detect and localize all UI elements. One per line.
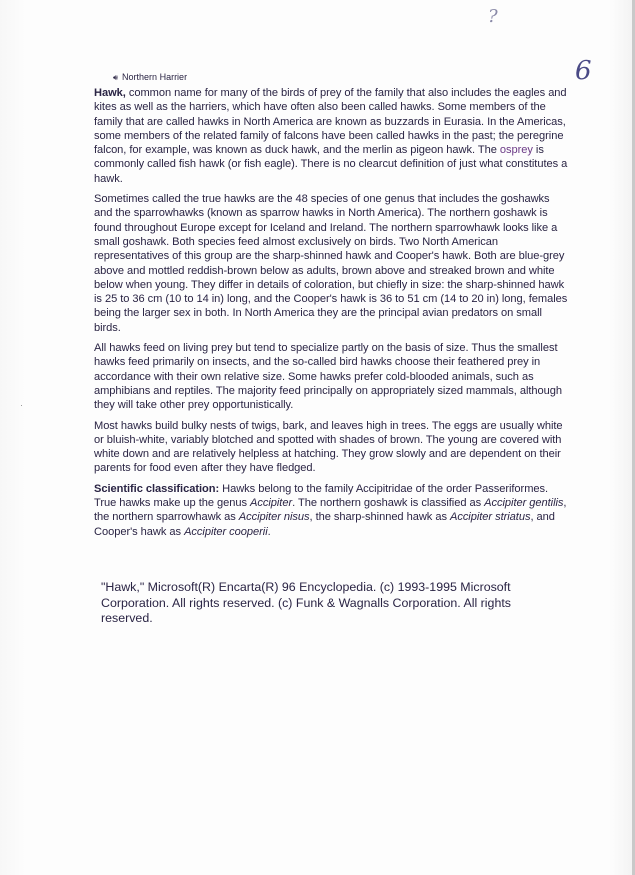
handwritten-page-number: 6 (575, 56, 592, 86)
scan-speck: · (20, 400, 23, 410)
paragraph-text: common name for many of the birds of prey of the family that also includes the eagles and kites as well as the harriers, which have often also been called hawks. Some members of the family that are called hawks in North America are known as buzzards in Eurasia. In the Americas, some members of the related family of falcons have been called hawks in the past; the peregrine falcon, for example, was known as duck hawk, and the merlin as pigeon hawk. The (94, 87, 567, 157)
paragraph-text: . The northern goshawk is classified as (292, 497, 485, 510)
species-name: Accipiter cooperii (184, 525, 268, 538)
species-name: Accipiter striatus (449, 511, 531, 524)
osprey-link[interactable]: osprey (499, 144, 533, 157)
article-body (94, 86, 569, 545)
classification-heading: Scientific classification: (94, 482, 220, 495)
species-name: Accipiter gentilis (484, 497, 564, 510)
species-name: Accipiter (250, 497, 293, 510)
paragraph-text: is commonly called fish hawk (or fish eagle). There is no clearcut definition of just what constitutes a hawk. (94, 144, 568, 185)
species-name: Accipiter nisus (238, 511, 310, 524)
paragraph-intro (94, 86, 569, 186)
paragraph-text: , the sharp-shinned hawk as (309, 511, 450, 524)
caption-label: Northern Harrier (122, 72, 188, 82)
paragraph-nesting: Most hawks build bulky nests of twigs, bark, and leaves high in trees. The eggs are usually white or bluish-white, variably blotched and spotted with shades of brown. The young are covered with white down and are relatively helpless at hatching. They grow slowly and are dependent on their parents for food even after they have fledged. (94, 419, 563, 475)
citation: "Hawk," Microsoft(R) Encarta(R) 96 Encyclopedia. (c) 1993-1995 Microsoft Corporation. All rights reserved. (c) Funk & Wagnalls Corporation. All rights reserved. (101, 580, 511, 625)
media-caption[interactable] (113, 72, 187, 83)
speaker-icon[interactable]: 🔊︎ (113, 73, 119, 82)
paragraph-text: . (267, 525, 271, 538)
paragraph-text: Hawks belong to the family Accipitridae of the order Passeriformes. True hawks make up the genus (94, 482, 549, 510)
paragraph-text: , and Cooper's hawk as (94, 511, 555, 538)
article-term: Hawk, (94, 87, 126, 99)
handwritten-mark: ? (488, 6, 498, 27)
paragraph-true-hawks: Sometimes called the true hawks are the 48 species of one genus that includes the goshawks and the sparrowhawks (known as sparrow hawks in North America). The northern goshawk is found throughout Europe except for Iceland and Ireland. The northern sparrowhawk looks like a small goshawk. Both species feed almost exclusively on birds. Two North American representatives of this group are the sharp-shinned hawk and Cooper's hawk. Both are blue-grey above and mottled reddish-brown below as adults, brown above and streaked brown and white below when young. They differ in details of coloration, but chiefly in size: the sharp-shinned hawk is 25 to 36 cm (10 to 14 in) long, and the Cooper's hawk is 36 to 51 cm (14 to 20 in) long, females being the larger sex in both. In North America they are the principal avian predators on small birds. (94, 193, 568, 334)
paragraph-classification (94, 482, 569, 539)
paragraph-feeding: All hawks feed on living prey but tend to specialize partly on the basis of size. Thus the smallest hawks feed primarily on insects, and the so-called bird hawks choose their feathered prey in accordance with their own relative size. Some hawks prefer cold-blooded animals, such as amphibians and reptiles. The majority feed principally on appropriately sized mammals, although they will take other prey opportunistically. (94, 342, 563, 412)
paragraph-text: , the northern sparrowhawk as (94, 497, 567, 524)
